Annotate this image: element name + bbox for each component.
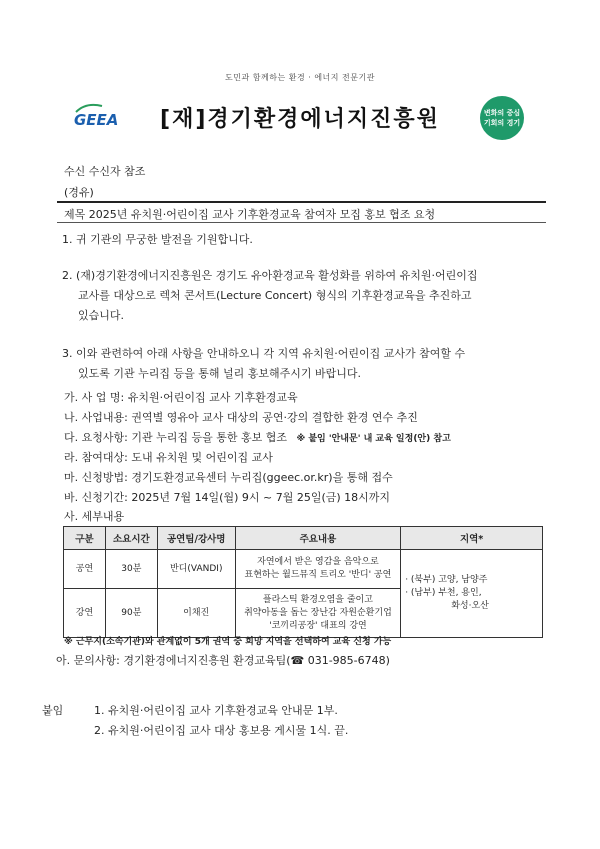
paragraph-1: 1. 귀 기관의 무궁한 발전을 기원합니다. bbox=[62, 233, 253, 246]
row1-type: 공연 bbox=[64, 550, 106, 589]
paragraph-2-line-3: 있습니다. bbox=[78, 309, 125, 322]
item-e: 마. 신청방법: 경기도환경교육센터 누리집(ggeec.or.kr)을 통해 접수 bbox=[64, 471, 393, 484]
recipient: 수신 수신자 참조 bbox=[64, 165, 146, 178]
header-type: 구분 bbox=[64, 527, 106, 550]
table-row bbox=[64, 550, 543, 589]
item-c-note: ※ 붙임 '안내문' 내 교육 일정(안) 참고 bbox=[296, 434, 451, 444]
item-c-text: 다. 요청사항: 기관 누리집 등을 통한 홍보 협조 bbox=[64, 431, 287, 444]
item-b: 나. 사업내용: 권역별 영유아 교사 대상의 공연·강의 결합한 환경 연수 추진 bbox=[64, 411, 418, 424]
row2-content bbox=[235, 589, 401, 638]
item-a: 가. 사 업 명: 유치원·어린이집 교사 기후환경교육 bbox=[64, 391, 298, 404]
contact: 아. 문의사항: 경기환경에너지진흥원 환경교육팀(☎ 031-985-6748) bbox=[56, 654, 390, 667]
logo-text: GEEA bbox=[74, 111, 119, 129]
region-line-3: 화성·오산 bbox=[451, 601, 489, 611]
paragraph-3-line-1: 3. 이와 관련하여 아래 사항을 안내하오니 각 지역 유치원·어린이집 교사가 참여할 수 bbox=[62, 347, 466, 360]
subject-top-rule bbox=[57, 201, 546, 203]
table-header-row bbox=[64, 527, 543, 550]
row1-content bbox=[235, 550, 401, 589]
header-region: 지역* bbox=[401, 527, 543, 550]
gyeonggi-badge bbox=[480, 96, 524, 140]
row1-presenter: 반디(VANDI) bbox=[157, 550, 235, 589]
table-note: ※ 근무지(소속기관)와 관계없이 5개 권역 중 희망 지역을 선택하여 교육 신청 가능 bbox=[64, 637, 392, 647]
via: (경유) bbox=[64, 186, 94, 199]
row2-content-line-2: 취약아동을 돕는 장난감 자원순환기업 bbox=[244, 607, 392, 618]
row2-content-line-1: 플라스틱 환경오염을 줄이고 bbox=[262, 594, 373, 605]
row2-duration: 90분 bbox=[105, 589, 157, 638]
subject-bottom-rule bbox=[57, 222, 546, 223]
item-f: 바. 신청기간: 2025년 7월 14일(월) 9시 ~ 7월 25일(금) 18시까지 bbox=[64, 491, 391, 504]
header-presenter: 공연팀/강사명 bbox=[157, 527, 235, 550]
detail-table bbox=[63, 526, 543, 638]
row2-type: 강연 bbox=[64, 589, 106, 638]
row1-content-line-2: 표현하는 월드뮤직 트리오 '반디' 공연 bbox=[244, 570, 392, 580]
header-content: 주요내용 bbox=[235, 527, 401, 550]
badge-line-1: 변화의 중심 bbox=[483, 109, 521, 117]
region-line-1: · (북부) 고양, 남양주 bbox=[405, 575, 488, 585]
region-line-2: · (남부) 부천, 용인, bbox=[405, 588, 482, 598]
paragraph-2-line-2: 교사를 대상으로 렉처 콘서트(Lecture Concert) 형식의 기후환경교육을 추진하고 bbox=[78, 289, 472, 302]
attachments-label: 붙임 bbox=[42, 704, 64, 717]
item-d: 라. 참여대상: 도내 유치원 및 어린이집 교사 bbox=[64, 451, 273, 464]
attachment-1: 1. 유치원·어린이집 교사 기후환경교육 안내문 1부. bbox=[94, 704, 338, 717]
badge-line-2: 기회의 경기 bbox=[483, 119, 521, 127]
item-g: 사. 세부내용 bbox=[64, 510, 125, 523]
row2-content-line-3: '코끼리공장' 대표의 강연 bbox=[269, 620, 367, 631]
attachment-2: 2. 유치원·어린이집 교사 대상 홍보용 게시물 1식. 끝. bbox=[94, 724, 349, 737]
tagline: 도민과 함께하는 환경 · 에너지 전문기관 bbox=[225, 73, 375, 82]
row1-duration: 30분 bbox=[105, 550, 157, 589]
subject: 제목 2025년 유치원·어린이집 교사 기후환경교육 참여자 모집 홍보 협조 요청 bbox=[64, 208, 436, 221]
region-cell bbox=[401, 550, 543, 638]
header-duration: 소요시간 bbox=[105, 527, 157, 550]
paragraph-2-line-1: 2. (재)경기환경에너지진흥원은 경기도 유아환경교육 활성화를 위하여 유치원·어린이집 bbox=[62, 269, 478, 282]
row2-presenter: 이채진 bbox=[157, 589, 235, 638]
org-title: [재]경기환경에너지진흥원 bbox=[160, 107, 440, 132]
item-c bbox=[64, 429, 451, 445]
paragraph-3-line-2: 있도록 기관 누리집 등을 통해 널리 홍보해주시기 바랍니다. bbox=[78, 367, 361, 380]
row1-content-line-1: 자연에서 받은 영감을 음악으로 bbox=[257, 557, 379, 567]
